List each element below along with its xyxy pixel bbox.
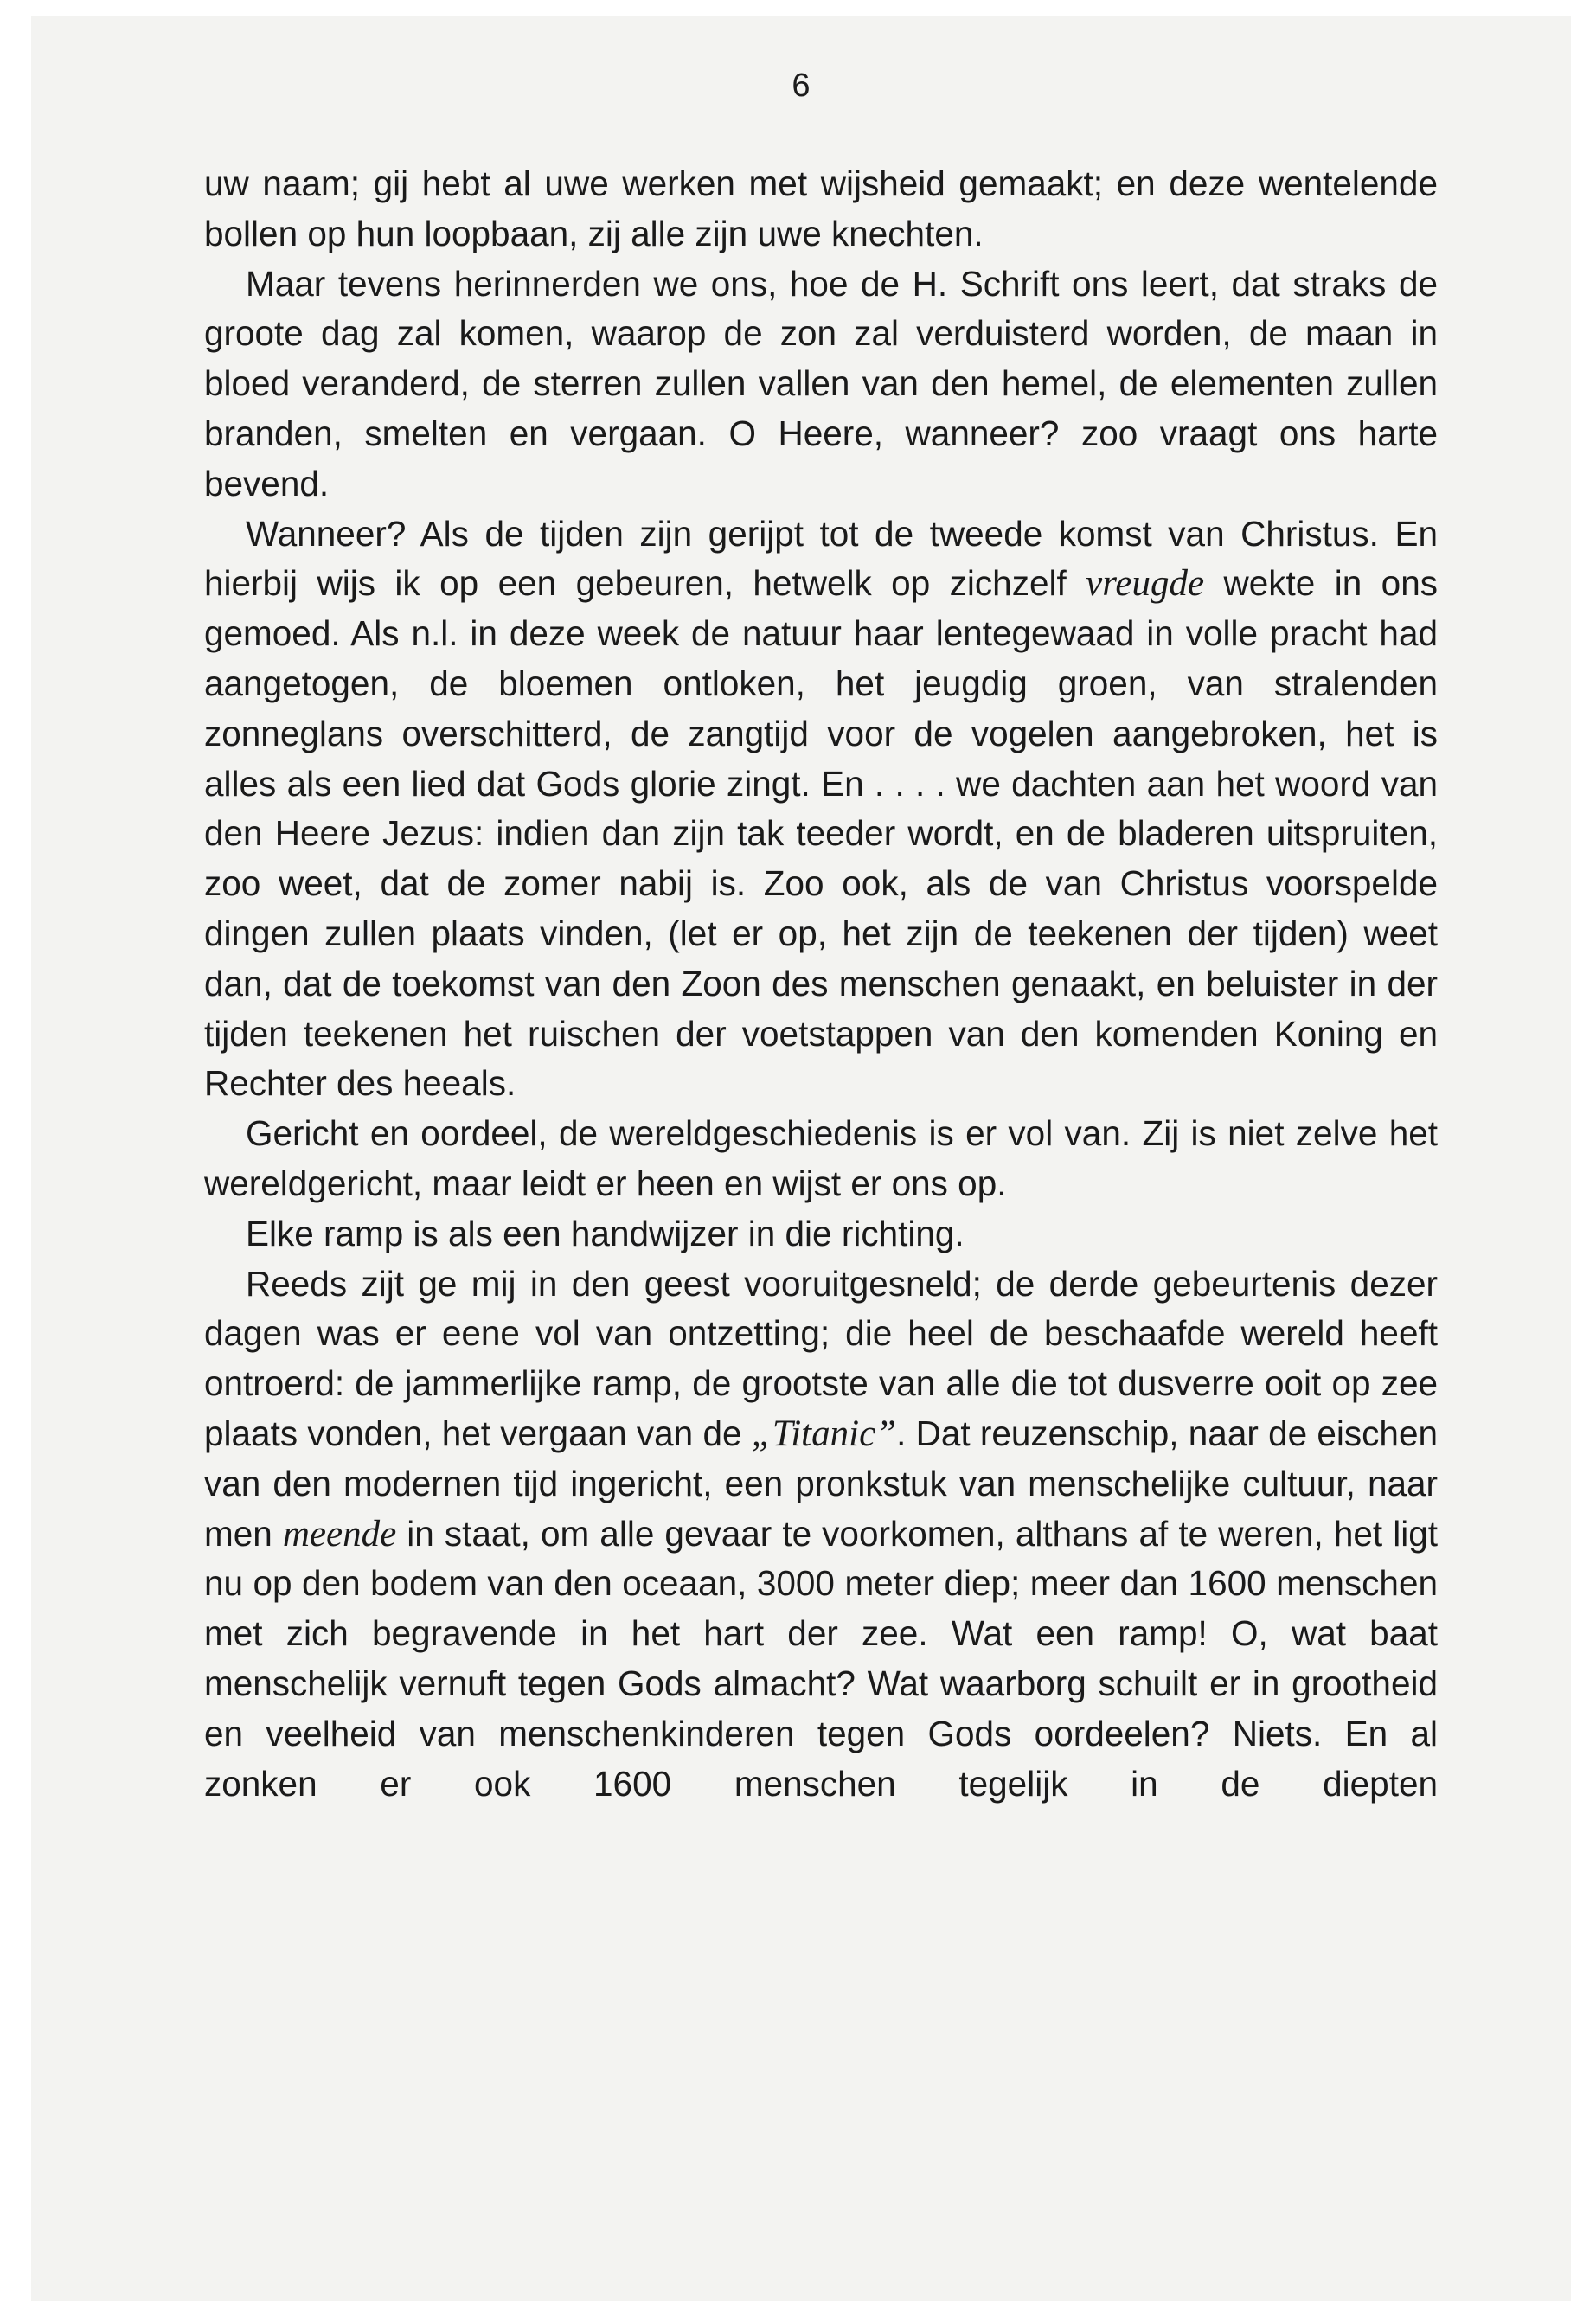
text-run: uw naam; gij hebt al uwe werken met wijsheid gemaakt; en deze wentelende bollen op hun loopbaan, zij alle zijn uwe knechten. xyxy=(204,163,1438,253)
paragraph xyxy=(204,510,1438,1110)
paragraph xyxy=(204,260,1438,510)
emphasized-text: meende xyxy=(282,1513,397,1554)
paragraph xyxy=(204,1209,1438,1259)
emphasized-text: „Titanic” xyxy=(751,1413,897,1454)
text-run: Maar tevens herinnerden we ons, hoe de H. Schrift ons leert, dat straks de groote dag zal komen, waarop de zon zal verduisterd worden, de maan in bloed veranderd, de sterren zullen vallen van den hemel, de elementen zullen branden, smelten en vergaan. O Heere, wanneer? zoo vraagt ons harte bevend. xyxy=(204,263,1438,503)
text-run: Elke ramp is als een handwijzer in die richting. xyxy=(246,1213,965,1253)
body-text xyxy=(204,159,1438,1809)
emphasized-text: vreugde xyxy=(1086,563,1205,605)
paragraph xyxy=(204,159,1438,260)
text-run: in staat, om alle gevaar te voorkomen, althans af te weren, het ligt nu op den bodem van den oceaan, 3000 meter diep; meer dan 1600 menschen met zich begravende in het hart der zee. Wat een ramp! O, wat baat menschelijk vernuft tegen Gods almacht? Wat waarborg schuilt er in grootheid en veelheid van menschenkinderen tegen Gods oordeelen? Niets. En al zonken er ook 1600 menschen tegelijk in de diepten xyxy=(204,1513,1438,1804)
book-page xyxy=(31,16,1571,2301)
text-run: Gericht en oordeel, de wereldgeschiedenis is er vol van. Zij is niet zelve het wereldgericht, maar leidt er heen en wijst er ons op. xyxy=(204,1113,1438,1203)
text-run: . Dat reuzenschip, naar de eischen van den modernen tijd ingericht, een pronkstuk van menschelijke cultuur, naar men xyxy=(204,1413,1438,1554)
paragraph xyxy=(204,1109,1438,1209)
paragraph xyxy=(204,1259,1438,1810)
page-number: 6 xyxy=(792,67,811,104)
text-run: Reeds zijt ge mij in den geest vooruitgesneld; de derde gebeurtenis dezer dagen was er eene vol van ontzetting; die heel de beschaafde wereld heeft ontroerd: de jammerlijke ramp, de grootste van alle die tot dusverre ooit op zee plaats vonden, het vergaan van de xyxy=(204,1263,1438,1453)
text-run: Wanneer? Als de tijden zijn gerijpt tot de tweede komst van Christus. En hierbij wijs ik op een gebeuren, hetwelk op zichzelf xyxy=(204,513,1438,604)
text-run: wekte in ons gemoed. Als n.l. in deze week de natuur haar lentegewaad in volle pracht had aangetogen, de bloemen ontloken, het jeugdig groen, van stralenden zonneglans overschitterd, de zangtijd voor de vogelen aangebroken, het is alles als een lied dat Gods glorie zingt. En . . . . we dachten aan het woord van den Heere Jezus: indien dan zijn tak teeder wordt, en de bladeren uitspruiten, zoo weet, dat de zomer nabij is. Zoo ook, als de van Christus voorspelde dingen zullen plaats vinden, (let er op, het zijn de teekenen der tijden) weet dan, dat de toekomst van den Zoon des menschen genaakt, en beluister in der tijden teekenen het ruischen der voetstappen van den komenden Koning en Rechter des heeals. xyxy=(204,563,1438,1104)
